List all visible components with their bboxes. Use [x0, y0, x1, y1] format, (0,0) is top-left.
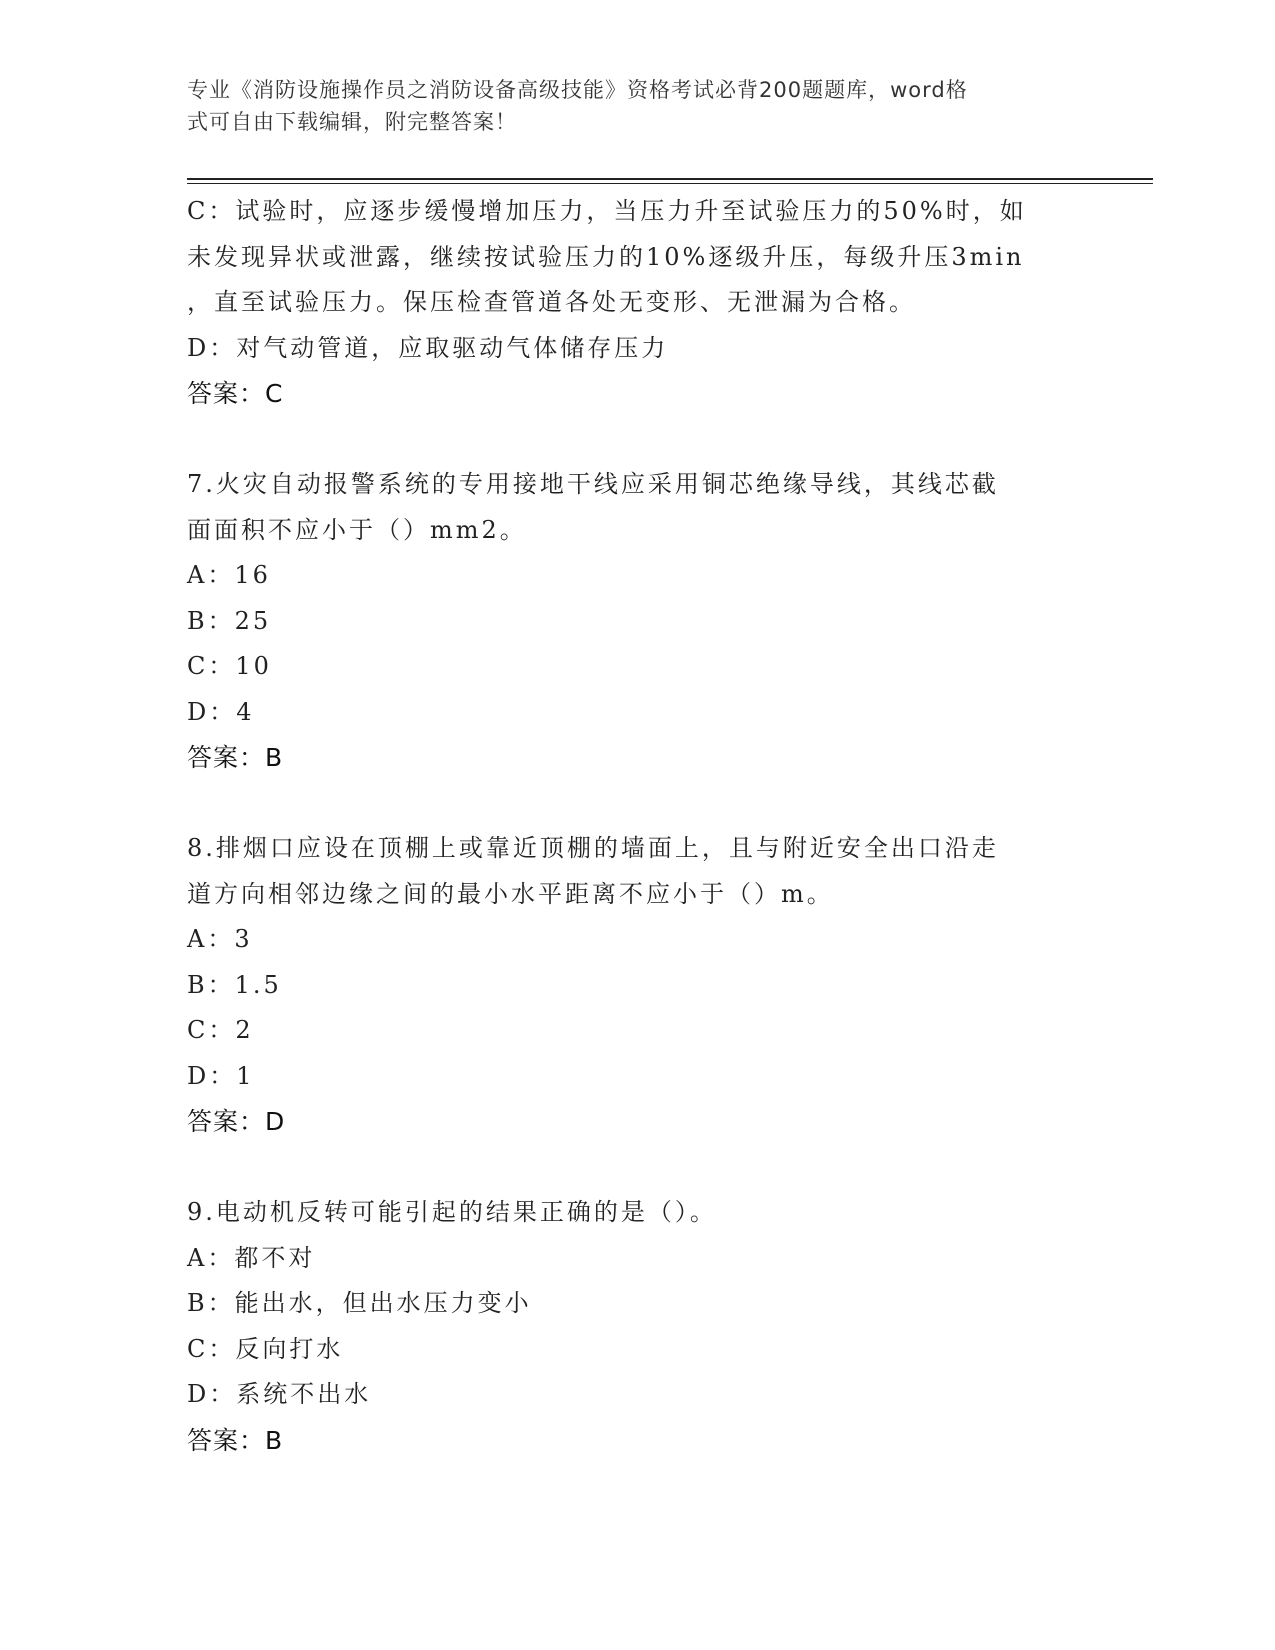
- question-list: [187, 189, 1067, 1463]
- answer-label: 答案：D: [187, 1107, 286, 1136]
- option-c: C：反向打水: [187, 1334, 344, 1363]
- option-d: D：4: [187, 697, 255, 726]
- spacer: [187, 1145, 1067, 1191]
- answer-label: 答案：B: [187, 1425, 284, 1455]
- question-stem-line-1: 8.排烟口应设在顶棚上或靠近顶棚的墙面上，且与附近安全出口沿走: [187, 834, 999, 862]
- option-a: A：都不对: [187, 1243, 316, 1272]
- option-b: B：能出水，但出水压力变小: [187, 1289, 532, 1317]
- question-8: [187, 826, 1067, 1145]
- header-rule-thin: [187, 183, 1153, 184]
- option-c: C：2: [187, 1016, 254, 1044]
- spacer: [187, 781, 1067, 827]
- document-header: [187, 74, 1067, 138]
- question-stem-line-1: 9.电动机反转可能引起的结果正确的是（）。: [187, 1198, 717, 1226]
- option-b: B：25: [187, 606, 272, 635]
- option-c: C：10: [187, 652, 272, 680]
- question-stem-line-2: 面面积不应小于（）mm2。: [187, 515, 527, 544]
- question-6-continued: [187, 189, 1067, 417]
- question-stem-line-2: 道方向相邻边缘之间的最小水平距离不应小于（）m。: [187, 879, 834, 908]
- option-d: D：1: [187, 1061, 255, 1090]
- option-d: D：对气动管道，应取驱动气体储存压力: [187, 333, 669, 362]
- answer-label: 答案：B: [187, 743, 284, 772]
- option-c-line-2: 未发现异状或泄露，继续按试验压力的10%逐级升压，每级升压3min: [187, 242, 1025, 271]
- question-9: [187, 1190, 1067, 1463]
- option-d: D：系统不出水: [187, 1380, 372, 1408]
- question-stem-line-1: 7.火灾自动报警系统的专用接地干线应采用铜芯绝缘导线，其线芯截: [187, 470, 999, 498]
- header-line-2: 式可自由下载编辑，附完整答案！: [187, 110, 517, 134]
- answer-label: 答案：C: [187, 379, 284, 408]
- spacer: [187, 417, 1067, 463]
- option-c-line-3: ，直至试验压力。保压检查管道各处无变形、无泄漏为合格。: [187, 288, 916, 316]
- option-a: A：16: [187, 561, 271, 589]
- option-c-line-1: C：试验时，应逐步缓慢增加压力，当压力升至试验压力的50%时，如: [187, 197, 1027, 225]
- header-line-1: 专业《消防设施操作员之消防设备高级技能》资格考试必背200题题库，word格: [187, 78, 968, 102]
- option-a: A：3: [187, 925, 253, 953]
- question-7: [187, 462, 1067, 781]
- header-rule-thick: [187, 178, 1153, 180]
- option-b: B：1.5: [187, 970, 282, 999]
